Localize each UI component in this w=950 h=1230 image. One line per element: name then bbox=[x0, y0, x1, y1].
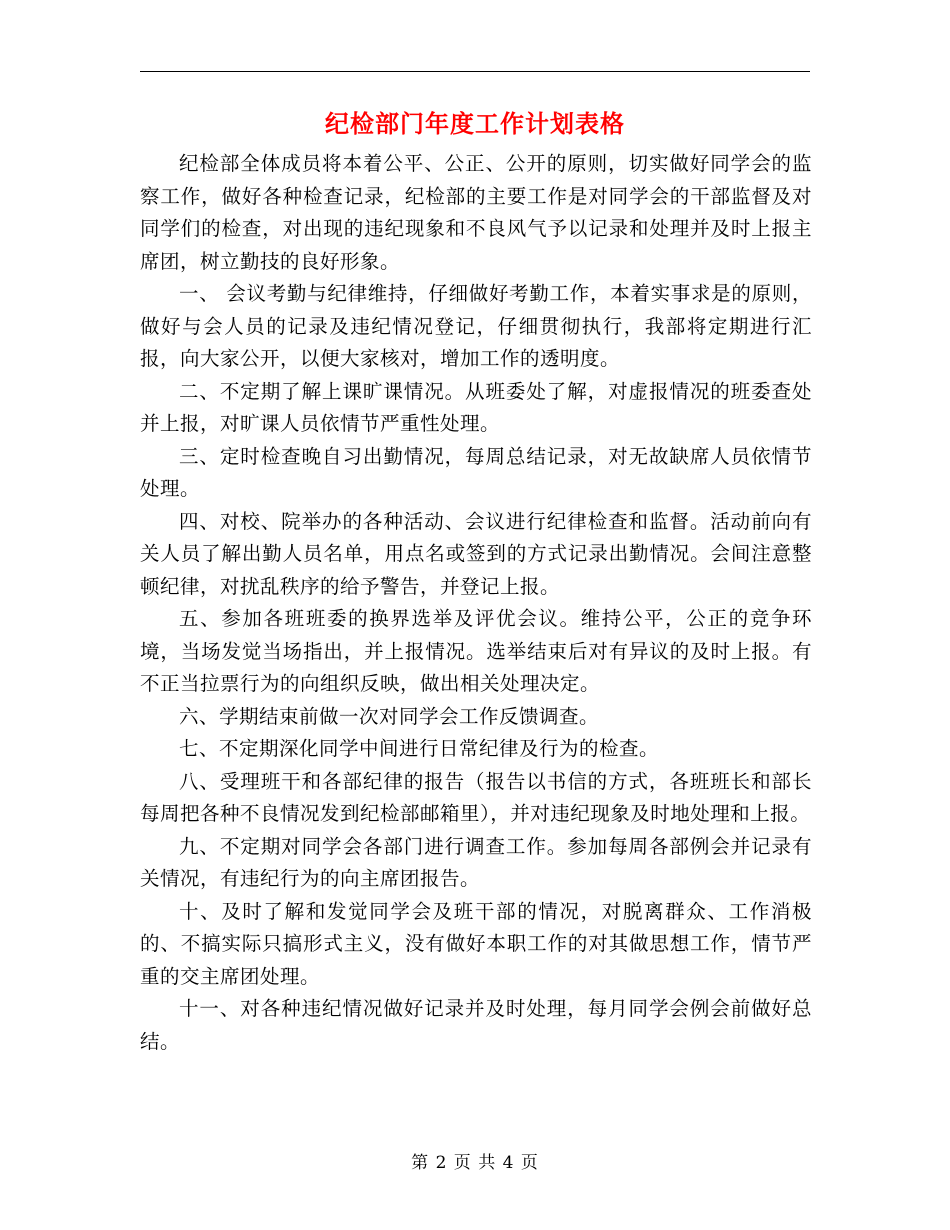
document-title: 纪检部门年度工作计划表格 bbox=[325, 109, 625, 138]
paragraph-item-3: 三、定时检查晚自习出勤情况，每周总结记录，对无故缺席人员依情节处理。 bbox=[140, 444, 812, 500]
paragraph-item-6: 六、学期结束前做一次对同学会工作反馈调查。 bbox=[179, 704, 600, 728]
paragraph-intro: 纪检部全体成员将本着公平、公正、公开的原则，切实做好同学会的监察工作，做好各种检查记录，纪检部的主要工作是对同学会的干部监督及对同学们的检查，对出现的违纪现象和不良风气予以记录和处理并及时上报主席团，树立勤技的良好形象。 bbox=[140, 152, 812, 273]
paragraph-item-9: 九、不定期对同学会各部门进行调查工作。参加每周各部例会并记录有关情况，有违纪行为的向主席团报告。 bbox=[140, 834, 812, 890]
paragraph-item-11: 十一、对各种违纪情况做好记录并及时处理，每月同学会例会前做好总结。 bbox=[140, 997, 812, 1053]
paragraph-item-5: 五、参加各班班委的换界选举及评优会议。维持公平，公正的竞争环境，当场发觉当场指出，并上报情况。选举结束后对有异议的及时上报。有不正当拉票行为的向组织反映，做出相关处理决定。 bbox=[140, 607, 812, 695]
page-number: 第 2 页 共 4 页 bbox=[411, 1153, 539, 1173]
paragraph-item-4: 四、对校、院举办的各种活动、会议进行纪律检查和监督。活动前向有关人员了解出勤人员名单，用点名或签到的方式记录出勤情况。会间注意整顿纪律，对扰乱秩序的给予警告，并登记上报。 bbox=[140, 509, 812, 598]
paragraph-item-2: 二、不定期了解上课旷课情况。从班委处了解，对虚报情况的班委查处并上报，对旷课人员依情节严重性处理。 bbox=[140, 379, 812, 435]
header-rule bbox=[140, 71, 810, 72]
paragraph-item-8: 八、受理班干和各部纪律的报告（报告以书信的方式，各班班长和部长每周把各种不良情况发到纪检部邮箱里），并对违纪现象及时地处理和上报。 bbox=[140, 769, 812, 825]
paragraph-item-10: 十、及时了解和发觉同学会及班干部的情况，对脱离群众、工作消极的、不搞实际只搞形式主义，没有做好本职工作的对其做思想工作，情节严重的交主席团处理。 bbox=[140, 899, 812, 988]
document-body bbox=[140, 148, 812, 1058]
paragraph-item-7: 七、不定期深化同学中间进行日常纪律及行为的检查。 bbox=[179, 737, 660, 760]
paragraph-item-1: 一、 会议考勤与纪律维持，仔细做好考勤工作，本着实事求是的原则，做好与会人员的记录及违纪情况登记，仔细贯彻执行，我部将定期进行汇报，向大家公开，以便大家核对，增加工作的透明度。 bbox=[140, 282, 812, 370]
